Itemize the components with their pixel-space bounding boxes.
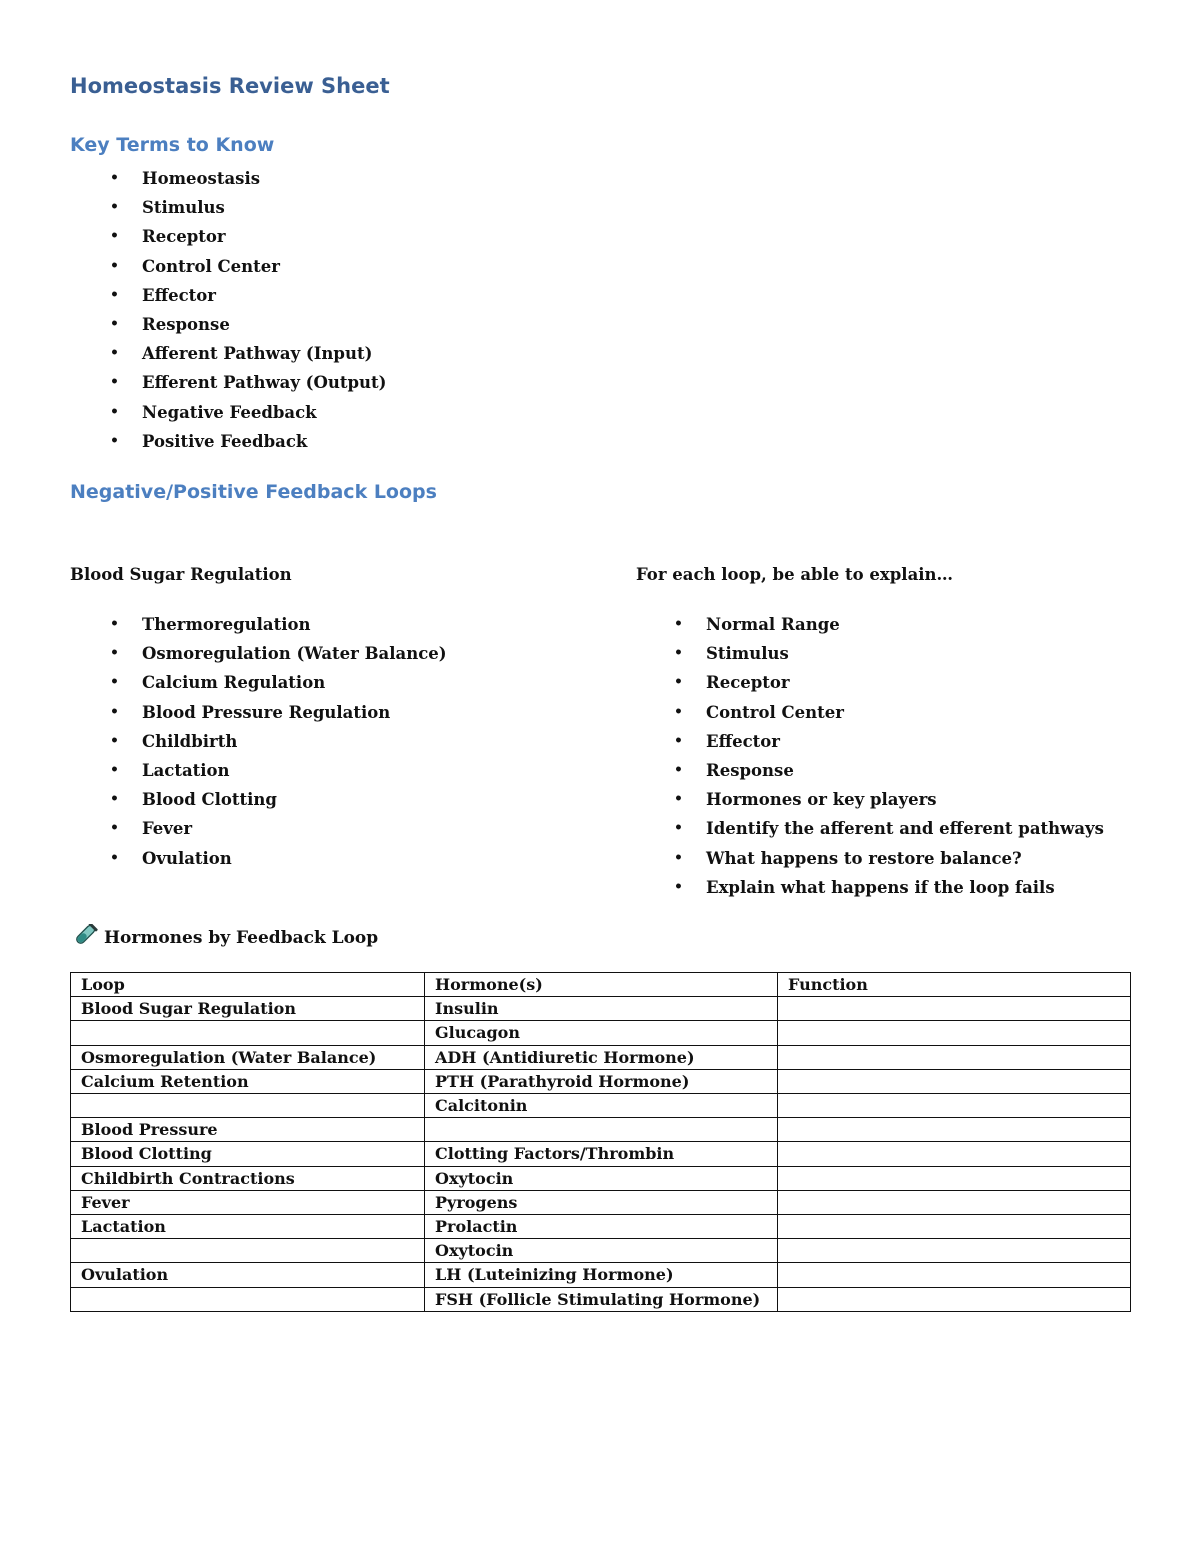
key-term-item-text: Homeostasis [142, 169, 261, 188]
explain-item-text: What happens to restore balance? [706, 848, 1022, 868]
function-cell [778, 1263, 1131, 1287]
table-row [71, 997, 1131, 1021]
function-cell [778, 1094, 1131, 1118]
table-row [71, 1263, 1131, 1287]
key-term-item-text: Afferent Pathway (Input) [142, 344, 373, 364]
explain-item-text: Effector [706, 731, 780, 751]
explain-item-text: Control Center [706, 702, 844, 722]
explain-heading: For each loop, be able to explain… [636, 565, 954, 584]
explain-item [674, 756, 1104, 785]
bullet-icon: • [110, 170, 119, 186]
function-cell [778, 997, 1131, 1021]
table-header-row [71, 973, 1131, 997]
loop-item-text: Ovulation [142, 848, 232, 868]
table-row [71, 1118, 1131, 1142]
bullet-icon: • [110, 228, 119, 245]
function-cell [778, 1142, 1131, 1166]
hormones-heading-row [72, 924, 378, 951]
bullet-icon: • [110, 432, 119, 449]
key-term-item [110, 222, 386, 251]
hormone-cell: LH (Luteinizing Hormone) [425, 1263, 778, 1287]
page-title: Homeostasis Review Sheet [70, 74, 390, 98]
loop-cell: Blood Clotting [71, 1142, 425, 1166]
loop-cell: Ovulation [71, 1263, 425, 1287]
explain-item [674, 668, 1104, 697]
loop-cell: Lactation [71, 1215, 425, 1239]
function-cell [778, 1190, 1131, 1214]
loop-cell: Fever [71, 1190, 425, 1214]
loop-item [110, 844, 447, 873]
loop-item-text: Osmoregulation (Water Balance) [142, 644, 447, 664]
hormone-cell: ADH (Antidiuretic Hormone) [425, 1045, 778, 1069]
loop-cell [71, 1287, 425, 1311]
bullet-icon: • [110, 199, 119, 216]
hormone-cell: FSH (Follicle Stimulating Hormone) [425, 1287, 778, 1311]
bullet-icon: • [110, 345, 119, 362]
hormone-cell: Oxytocin [425, 1166, 778, 1190]
bullet-icon: • [110, 674, 119, 691]
test-tube-icon [72, 924, 98, 951]
loop-item-text: Thermoregulation [142, 615, 311, 634]
explain-item [674, 844, 1104, 873]
loop-item-text: Lactation [142, 760, 230, 780]
explain-item [674, 698, 1104, 727]
loops-first-item: Blood Sugar Regulation [70, 565, 292, 584]
function-cell [778, 1118, 1131, 1142]
key-term-item [110, 281, 386, 310]
bullet-icon: • [110, 286, 119, 303]
loop-cell [71, 1239, 425, 1263]
table-row [71, 1215, 1131, 1239]
explain-item [674, 785, 1104, 814]
key-term-item [110, 164, 386, 193]
loop-item-text: Childbirth [142, 731, 238, 751]
loop-cell [71, 1094, 425, 1118]
bullet-icon: • [674, 645, 683, 662]
table-row [71, 1045, 1131, 1069]
explain-item-text: Explain what happens if the loop fails [706, 877, 1055, 897]
table-row [71, 1190, 1131, 1214]
bullet-icon: • [110, 645, 119, 662]
bullet-icon: • [674, 791, 683, 808]
hormones-table [70, 972, 1131, 1312]
key-term-item [110, 339, 386, 368]
loop-cell: Osmoregulation (Water Balance) [71, 1045, 425, 1069]
loop-item-text: Calcium Regulation [142, 673, 326, 693]
hormone-cell [425, 1118, 778, 1142]
loop-item-text: Blood Pressure Regulation [142, 702, 391, 722]
table-row [71, 1069, 1131, 1093]
explain-item-text: Receptor [706, 673, 790, 693]
bullet-icon: • [674, 703, 683, 720]
key-term-item [110, 252, 386, 281]
table-row [71, 1142, 1131, 1166]
hormone-cell: Oxytocin [425, 1239, 778, 1263]
bullet-icon: • [674, 761, 683, 778]
loop-item [110, 698, 447, 727]
loop-item [110, 785, 447, 814]
bullet-icon: • [674, 878, 683, 895]
bullet-icon: • [110, 374, 119, 391]
bullet-icon: • [674, 674, 683, 691]
hormone-cell: Glucagon [425, 1021, 778, 1045]
bullet-icon: • [110, 820, 119, 837]
bullet-icon: • [110, 849, 119, 866]
bullet-icon: • [110, 761, 119, 778]
key-term-item-text: Positive Feedback [142, 431, 308, 451]
loops-list [110, 610, 447, 873]
bullet-icon: • [110, 732, 119, 749]
loop-cell: Calcium Retention [71, 1069, 425, 1093]
function-cell [778, 1287, 1131, 1311]
key-term-item-text: Response [142, 314, 230, 334]
bullet-icon: • [674, 616, 683, 632]
loop-item-text: Fever [142, 819, 193, 839]
hormone-cell: Clotting Factors/Thrombin [425, 1142, 778, 1166]
header-loop: Loop [71, 973, 425, 997]
key-term-item [110, 398, 386, 427]
table-row [71, 1239, 1131, 1263]
hormone-cell: Pyrogens [425, 1190, 778, 1214]
explain-item-text: Hormones or key players [706, 790, 937, 810]
bullet-icon: • [110, 791, 119, 808]
key-term-item [110, 427, 386, 456]
explain-list [674, 610, 1104, 902]
explain-item [674, 873, 1104, 902]
explain-item-text: Identify the afferent and efferent pathways [706, 819, 1104, 839]
header-function: Function [778, 973, 1131, 997]
bullet-icon: • [674, 732, 683, 749]
key-term-item [110, 368, 387, 397]
function-cell [778, 1045, 1131, 1069]
loop-item [110, 727, 447, 756]
bullet-icon: • [674, 849, 683, 866]
key-term-item-text: Negative Feedback [142, 402, 317, 422]
key-term-item [110, 193, 386, 222]
loop-item [110, 756, 447, 785]
explain-item-text: Response [706, 760, 794, 780]
bullet-icon: • [110, 257, 119, 274]
bullet-icon: • [110, 315, 119, 332]
explain-item [674, 814, 1104, 843]
key-term-item [110, 310, 386, 339]
key-term-item-text: Stimulus [142, 198, 225, 218]
loop-item [110, 610, 447, 639]
key-terms-heading: Key Terms to Know [70, 134, 275, 156]
function-cell [778, 1215, 1131, 1239]
loop-cell [71, 1021, 425, 1045]
bullet-icon: • [110, 403, 119, 420]
loop-item [110, 668, 447, 697]
table-row [71, 1166, 1131, 1190]
feedback-loops-heading: Negative/Positive Feedback Loops [70, 481, 437, 503]
bullet-icon: • [674, 820, 683, 837]
loop-cell: Childbirth Contractions [71, 1166, 425, 1190]
loop-cell: Blood Pressure [71, 1118, 425, 1142]
hormone-cell: Insulin [425, 997, 778, 1021]
explain-item-text: Stimulus [706, 644, 789, 664]
explain-item [674, 610, 1104, 639]
loop-item [110, 639, 447, 668]
bullet-icon: • [110, 703, 119, 720]
explain-item-text: Normal Range [706, 615, 840, 634]
function-cell [778, 1166, 1131, 1190]
function-cell [778, 1239, 1131, 1263]
table-row [71, 1094, 1131, 1118]
hormone-cell: Calcitonin [425, 1094, 778, 1118]
explain-item [674, 639, 1104, 668]
key-terms-list [110, 164, 387, 456]
key-term-item-text: Effector [142, 285, 216, 305]
function-cell [778, 1021, 1131, 1045]
explain-item [674, 727, 1104, 756]
bullet-icon: • [110, 616, 119, 632]
loop-item [110, 814, 447, 843]
key-term-item-text: Efferent Pathway (Output) [142, 373, 387, 393]
header-hormones: Hormone(s) [425, 973, 778, 997]
table-row [71, 1287, 1131, 1311]
hormone-cell: PTH (Parathyroid Hormone) [425, 1069, 778, 1093]
table-row [71, 1021, 1131, 1045]
key-term-item-text: Control Center [142, 256, 280, 276]
function-cell [778, 1069, 1131, 1093]
hormones-heading: Hormones by Feedback Loop [104, 927, 379, 948]
key-term-item-text: Receptor [142, 227, 226, 247]
loop-cell: Blood Sugar Regulation [71, 997, 425, 1021]
loop-item-text: Blood Clotting [142, 790, 277, 810]
hormone-cell: Prolactin [425, 1215, 778, 1239]
